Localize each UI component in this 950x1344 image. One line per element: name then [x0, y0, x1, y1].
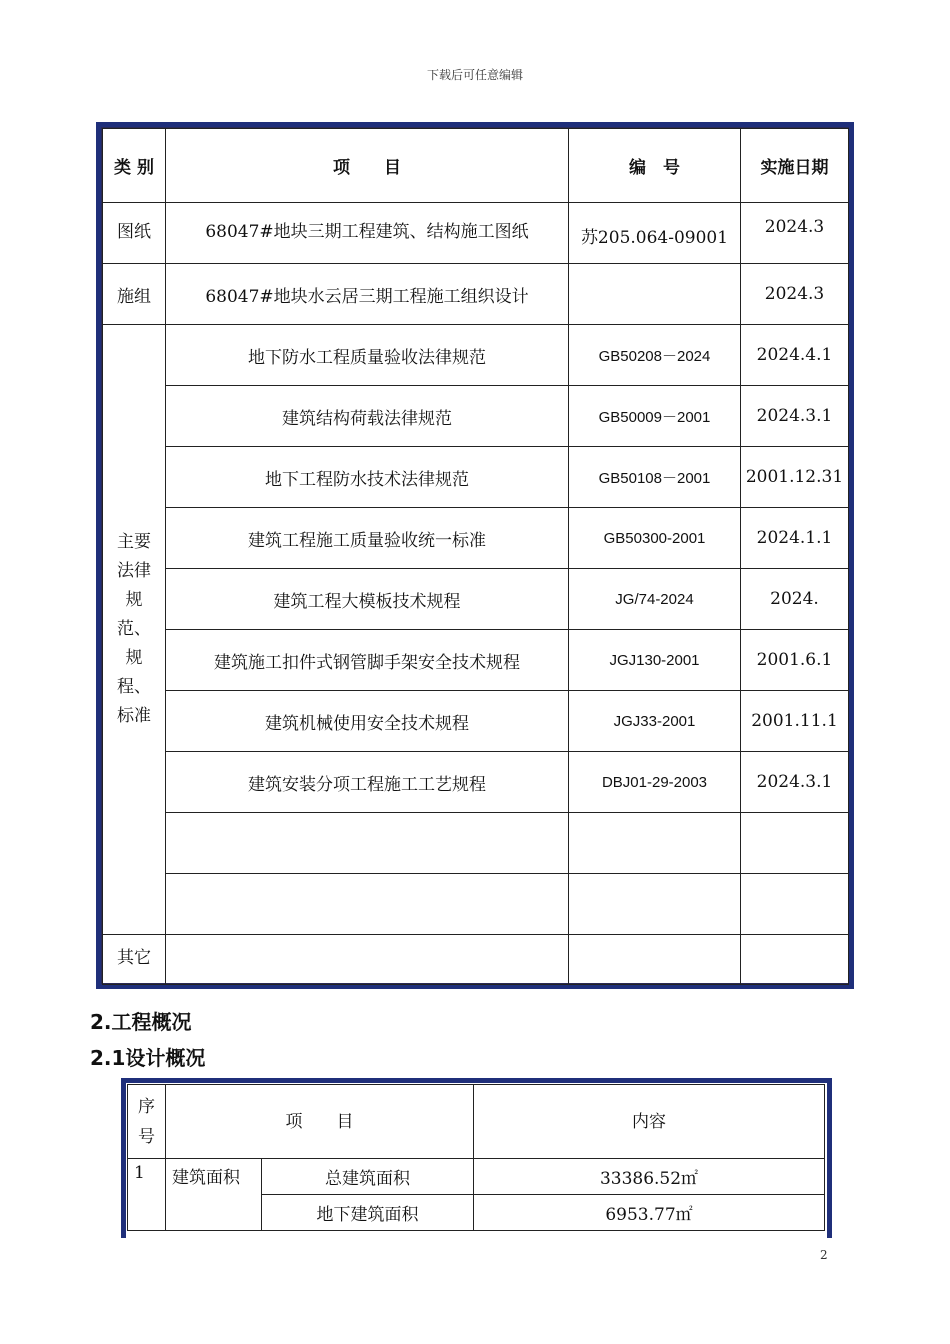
- header-seq-line: 号: [138, 1126, 155, 1147]
- row-seq: 1: [128, 1159, 166, 1231]
- row-category: 施组: [103, 264, 166, 325]
- category-line: 范、: [117, 619, 151, 639]
- header-date: 实施日期: [741, 129, 849, 203]
- row-code: JGJ130-2001: [569, 630, 741, 691]
- row-code: [569, 813, 741, 874]
- design-table: [127, 1084, 825, 1231]
- row-item: 建筑安装分项工程施工工艺规程: [166, 752, 569, 813]
- row-date: 2001.12.31: [741, 447, 849, 508]
- table-row: [103, 203, 849, 264]
- row-date: [741, 935, 849, 985]
- category-line: 程、: [117, 677, 151, 697]
- table-row: [103, 874, 849, 935]
- row-code: [569, 935, 741, 985]
- header-seq-line: 序: [138, 1096, 155, 1117]
- category-line: 法律: [117, 561, 151, 581]
- row-group: 建筑面积: [166, 1159, 262, 1231]
- table-row: [103, 386, 849, 447]
- header-code: 编 号: [569, 129, 741, 203]
- table-row: [103, 935, 849, 985]
- header-seq: [128, 1085, 166, 1159]
- row-item: 建筑结构荷载法律规范: [166, 386, 569, 447]
- category-line: 规: [125, 590, 143, 610]
- row-date: 2024.3.1: [741, 386, 849, 447]
- row-item: 建筑工程大模板技术规程: [166, 569, 569, 630]
- row-content: 6953.77㎡: [474, 1195, 825, 1231]
- row-category: 图纸: [103, 203, 166, 264]
- row-date: 2024.4.1: [741, 325, 849, 386]
- table-row: [103, 752, 849, 813]
- row-date: 2001.11.1: [741, 691, 849, 752]
- row-item: 地下工程防水技术法律规范: [166, 447, 569, 508]
- row-code: GB50208－2024: [569, 325, 741, 386]
- table-row: [103, 447, 849, 508]
- header-item: 项 目: [166, 129, 569, 203]
- row-item: 建筑施工扣件式钢管脚手架安全技术规程: [166, 630, 569, 691]
- row-item: 地下防水工程质量验收法律规范: [166, 325, 569, 386]
- section-title: 2.工程概况: [90, 1010, 192, 1034]
- subsection-title: 2.1设计概况: [90, 1046, 206, 1070]
- row-item: 建筑机械使用安全技术规程: [166, 691, 569, 752]
- header-item: 项 目: [166, 1085, 474, 1159]
- page-header-note: 下载后可任意编辑: [426, 68, 523, 82]
- table-row: [103, 264, 849, 325]
- row-code: GB50300-2001: [569, 508, 741, 569]
- table-row: [103, 569, 849, 630]
- row-date: 2001.6.1: [741, 630, 849, 691]
- category-line: 规: [125, 648, 143, 668]
- header-category: 类 别: [103, 129, 166, 203]
- row-item: 建筑工程施工质量验收统一标准: [166, 508, 569, 569]
- row-code: [569, 264, 741, 325]
- table-header-row: [128, 1085, 825, 1159]
- row-item: 68047#地块水云居三期工程施工组织设计: [166, 264, 569, 325]
- row-date: 2024.3: [741, 264, 849, 325]
- row-code: GB50108－2001: [569, 447, 741, 508]
- row-date: [741, 874, 849, 935]
- row-date: 2024.: [741, 569, 849, 630]
- row-code: GB50009－2001: [569, 386, 741, 447]
- row-content: 33386.52㎡: [474, 1159, 825, 1195]
- standards-table: [102, 128, 849, 985]
- table-row: [128, 1159, 825, 1195]
- table-row: [103, 630, 849, 691]
- row-sub: 地下建筑面积: [262, 1195, 474, 1231]
- category-line: 标准: [117, 706, 151, 726]
- regulations-category: [103, 325, 166, 935]
- row-item: [166, 935, 569, 985]
- row-item: 68047#地块三期工程建筑、结构施工图纸: [166, 203, 569, 264]
- row-item: [166, 874, 569, 935]
- table-row: [103, 508, 849, 569]
- row-date: 2024.3: [741, 203, 849, 264]
- row-date: [741, 813, 849, 874]
- row-date: 2024.1.1: [741, 508, 849, 569]
- row-code: JG/74-2024: [569, 569, 741, 630]
- other-category: 其它: [103, 935, 166, 985]
- table-row: [103, 691, 849, 752]
- row-code: JGJ33-2001: [569, 691, 741, 752]
- table-row: [103, 813, 849, 874]
- table-row: [103, 325, 849, 386]
- header-content: 内容: [474, 1085, 825, 1159]
- page-number: 2: [820, 1248, 828, 1262]
- row-code: DBJ01-29-2003: [569, 752, 741, 813]
- row-item: [166, 813, 569, 874]
- row-sub: 总建筑面积: [262, 1159, 474, 1195]
- row-date: 2024.3.1: [741, 752, 849, 813]
- table-header-row: [103, 129, 849, 203]
- row-code: [569, 874, 741, 935]
- row-code: 苏205.064-09001: [569, 203, 741, 264]
- category-line: 主要: [117, 532, 151, 552]
